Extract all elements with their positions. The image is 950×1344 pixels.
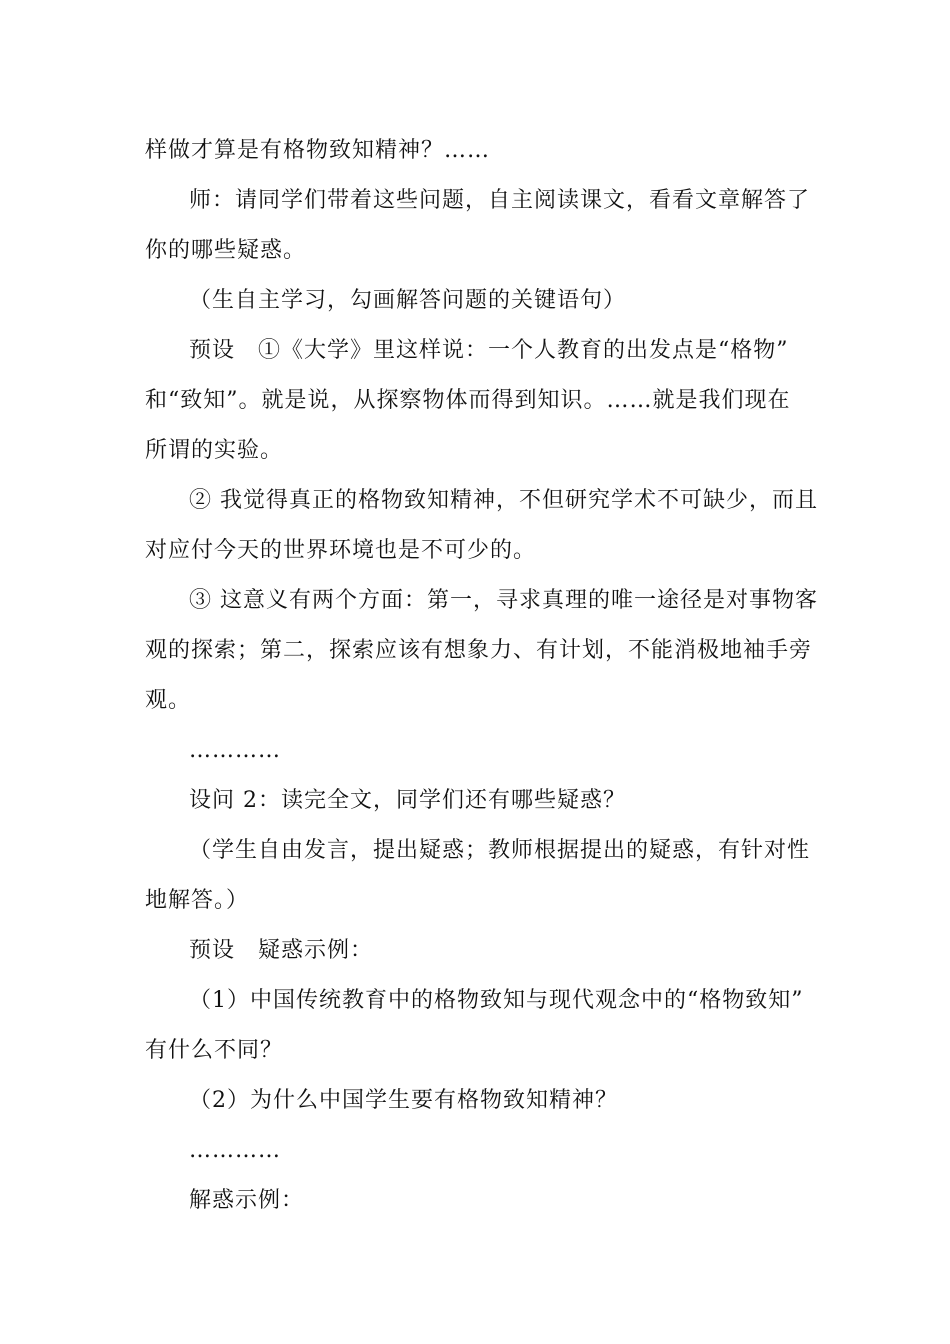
text-line-preset-2-cont: 对应付今天的世界环境也是不可少的。 [145, 538, 537, 563]
text-line-preset-1-cont: 和“致知”。就是说，从探察物体而得到知识。……就是我们现在 [145, 388, 791, 413]
text-line-student-activity: （生自主学习，勾画解答问题的关键语句） [189, 288, 627, 313]
text-line-preset-1-end: 所谓的实验。 [145, 438, 284, 463]
text-line-preset-3: ③ 这意义有两个方面：第一，寻求真理的唯一途径是对事物客 [189, 588, 818, 613]
text-line-preset-2: ② 我觉得真正的格物致知精神，不但研究学术不可缺少，而且 [189, 488, 818, 513]
text-line-preset-1: 预设 ①《大学》里这样说：一个人教育的出发点是“格物” [189, 338, 789, 363]
text-line-student-discussion: （学生自由发言，提出疑惑；教师根据提出的疑惑，有针对性 [189, 838, 811, 863]
text-line-continuation: 样做才算是有格物致知精神？…… [145, 138, 491, 163]
text-line-teacher-prompt-cont: 你的哪些疑惑。 [145, 238, 307, 263]
text-line-doubt-1-cont: 有什么不同？ [145, 1038, 284, 1063]
text-line-doubt-examples: 预设 疑惑示例： [189, 938, 374, 963]
text-line-preset-3-cont: 观的探索；第二，探索应该有想象力、有计划，不能消极地袖手旁 [145, 638, 813, 663]
text-line-student-discussion-cont: 地解答。） [145, 888, 250, 913]
text-line-question-2: 设问 2：读完全文，同学们还有哪些疑惑？ [189, 788, 626, 813]
text-line-doubt-1: （1）中国传统教育中的格物致知与现代观念中的“格物致知” [189, 988, 804, 1013]
text-line-ellipsis: ………… [189, 738, 281, 763]
text-line-teacher-prompt: 师：请同学们带着这些问题，自主阅读课文，看看文章解答了 [189, 188, 811, 213]
document-body [145, 126, 818, 1226]
text-line-doubt-2: （2）为什么中国学生要有格物致知精神？ [189, 1088, 618, 1113]
text-line-preset-3-end: 观。 [145, 688, 192, 713]
text-line-answer-examples: 解惑示例： [189, 1188, 305, 1213]
text-line-ellipsis-2: ………… [189, 1138, 281, 1163]
